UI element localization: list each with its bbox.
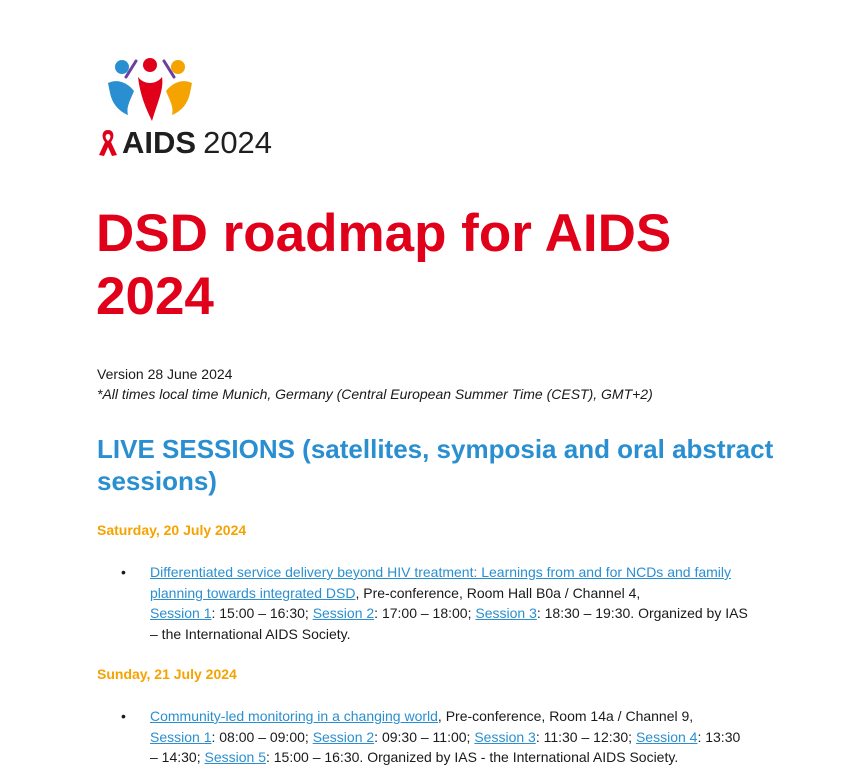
organizer-text: Organized by IAS - the International AIDS Society. <box>367 749 679 765</box>
bullet-icon: • <box>121 564 126 580</box>
session-1-link[interactable]: Session 1 <box>150 728 212 745</box>
session-1-link[interactable]: Session 1 <box>150 605 212 621</box>
session-5-time: : 15:00 – 16:30. <box>265 749 368 765</box>
aids-2024-logo-figure <box>106 55 194 127</box>
session-2-time: : 09:30 – 11:00; <box>374 728 475 745</box>
logo-brand-text: AIDS <box>122 125 197 160</box>
session-1-time: : 15:00 – 16:30; <box>211 605 313 621</box>
session-list-item <box>150 562 750 644</box>
event-title-link[interactable]: Differentiated service delivery beyond HIV treatment: Learnings from and for NCDs and family planning towards integrated DSD <box>150 564 732 601</box>
organizer-text: Organized by IAS – the International AIDS Society. <box>150 605 748 642</box>
session-3-time: : 18:30 – 19:30. <box>536 605 639 621</box>
session-2-link[interactable]: Session 2 <box>312 605 375 621</box>
session-4-link[interactable]: Session 4 <box>635 728 698 745</box>
version-text: Version 28 June 2024 <box>97 366 233 382</box>
aids-2024-wordmark <box>97 126 272 160</box>
event-title-link[interactable]: Community-led monitoring in a changing world <box>150 708 438 724</box>
time-zone-note: *All times local time Munich, Germany (Central European Summer Time (CEST), GMT+2) <box>97 386 653 402</box>
live-sessions-heading: LIVE SESSIONS (satellites, symposia and oral abstract sessions) <box>97 434 774 496</box>
session-2-time: : 17:00 – 18:00; <box>374 605 476 621</box>
bullet-icon: • <box>121 708 126 724</box>
session-list-item <box>150 706 750 766</box>
day-heading-sunday: Sunday, 21 July 2024 <box>97 666 237 682</box>
session-1-time: : 08:00 – 09:00; <box>211 728 313 745</box>
session-5-link[interactable]: Session 5 <box>204 749 266 765</box>
session-2-link[interactable]: Session 2 <box>312 728 375 745</box>
session-3-link[interactable]: Session 3 <box>475 605 537 621</box>
event-details: , Pre-conference, Room Hall B0a / Channel 4, <box>355 584 641 601</box>
document-title: DSD roadmap for AIDS 2024 <box>96 204 672 326</box>
logo-year-text: 2024 <box>203 125 273 160</box>
red-ribbon-icon <box>97 128 119 158</box>
session-4-time: : 13:30 – 14:30; <box>150 728 741 765</box>
event-details: , Pre-conference, Room 14a / Channel 9, <box>437 708 694 724</box>
day-heading-saturday: Saturday, 20 July 2024 <box>97 522 247 538</box>
session-3-link[interactable]: Session 3 <box>474 728 536 745</box>
session-3-time: : 11:30 – 12:30; <box>535 728 636 745</box>
